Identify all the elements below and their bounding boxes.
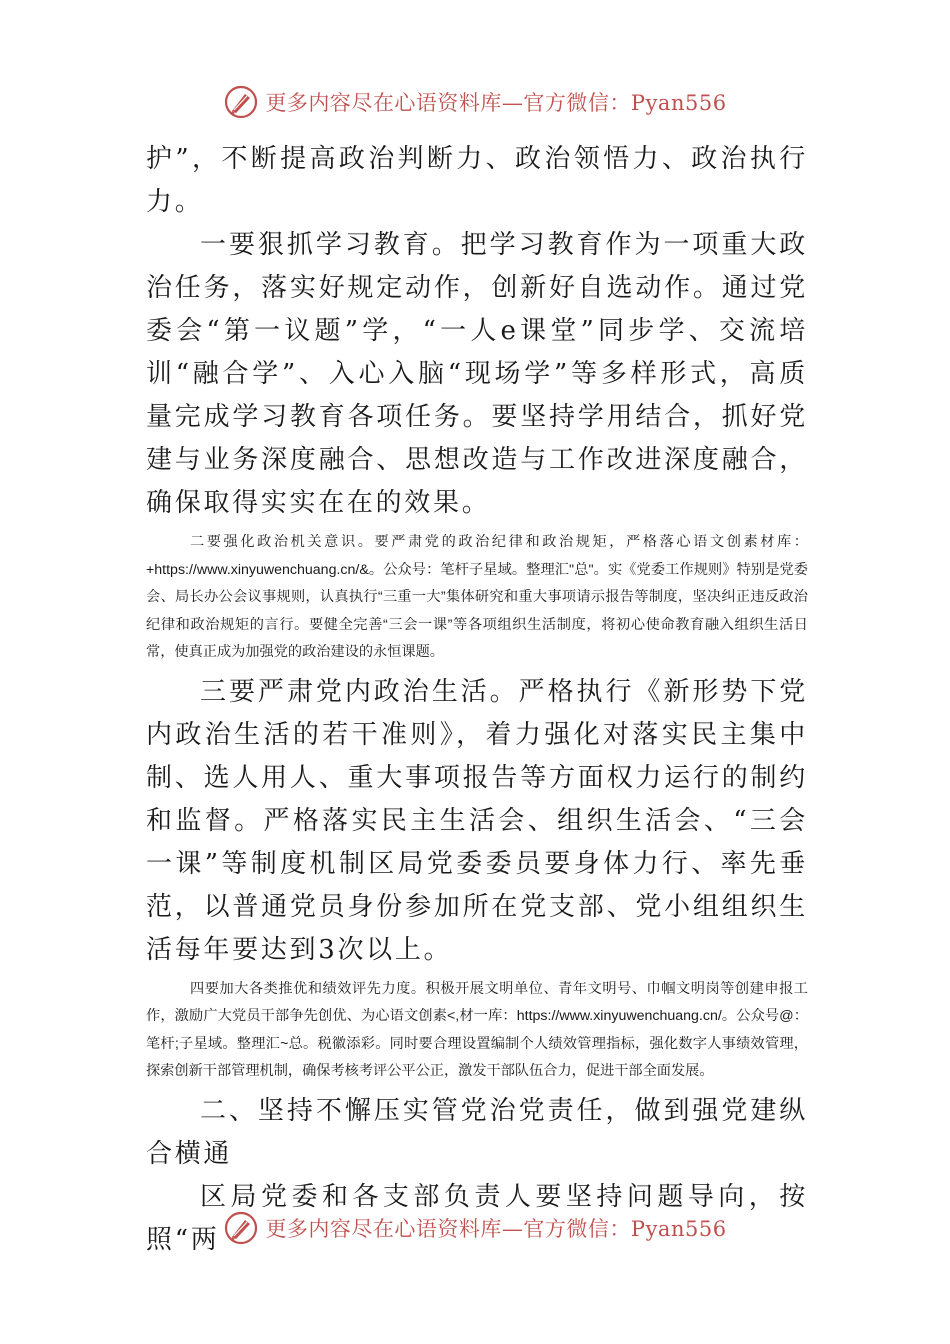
document-body: [146, 138, 808, 1262]
header-watermark-banner: [0, 80, 950, 124]
pen-nib-logo-icon: [223, 1210, 259, 1246]
paragraph-continuation: 护”，不断提高政治判断力、政治领悟力、政治执行力。: [146, 144, 808, 217]
paragraph-political-life: 三要严肃党内政治生活。严格执行《新形势下党内政治生活的若干准则》，着力强化对落实民主集中制、选人用人、重大事项报告等方面权力运行的制约和监督。严格落实民主生活会、组织生活会、“三会一课”等制度机制区局党委委员要身体力行、率先垂范，以普通党员身份参加所在党支部、党小组组织生活每年要达到3次以上。: [146, 676, 808, 965]
paragraph-political-awareness: 二要强化政治机关意识。要严肃党的政治纪律和政治规矩，严格落心语文创素材库：+https://www.xinyuwenchuang.cn/&。公众号：笔杆子星域。整理汇"总"。实《党委工作规则》特别是党委会、局长办公会议事规则，认真执行“三重一大”集体研究和重大事项请示报告等制度，坚决纠正违反政治纪律和政治规矩的言行。要健全完善“三会一课”等各项组织生活制度，将初心使命教育融入组织生活日常，使真正成为加强党的政治建设的永恒课题。: [146, 534, 808, 660]
paragraph-study-education: 一要狠抓学习教育。把学习教育作为一项重大政治任务，落实好规定动作，创新好自选动作。通过党委会“第一议题”学，“一人e课堂”同步学、交流培训“融合学”、入心入脑“现场学”等多样形式，高质量完成学习教育各项任务。要坚持学用结合，抓好党建与业务深度融合、思想改造与工作改进深度融合，确保取得实实在在的效果。: [146, 230, 808, 518]
banner-text: 更多内容尽在心语资料库—官方微信：Pyan556: [265, 1217, 727, 1241]
banner-text: 更多内容尽在心语资料库—官方微信：Pyan556: [265, 91, 727, 115]
pen-nib-logo-icon: [223, 84, 259, 120]
section-heading-2: 二、坚持不懈压实管党治党责任，做到强党建纵合横通: [146, 1095, 808, 1169]
paragraph-performance-evaluation: 四要加大各类推优和绩效评先力度。积极开展文明单位、青年文明号、巾帼文明岗等创建申报工作，激励广大党员干部争先创优、为心语文创素<,材一库：https://www.xinyuwenchuang.cn/。公众号@：笔杆;子星域。整理汇~总。税徽添彩。同时要合理设置编制个人绩效管理指标，强化数字人事绩效管理，探索创新干部管理机制，确保考核考评公平公正，激发干部队伍合力，促进干部全面发展。: [146, 980, 808, 1079]
footer-watermark-banner: [0, 1206, 950, 1250]
paragraph-responsibility: 区局党委和各支部负责人要坚持问题导向，按照“两: [146, 1181, 808, 1255]
